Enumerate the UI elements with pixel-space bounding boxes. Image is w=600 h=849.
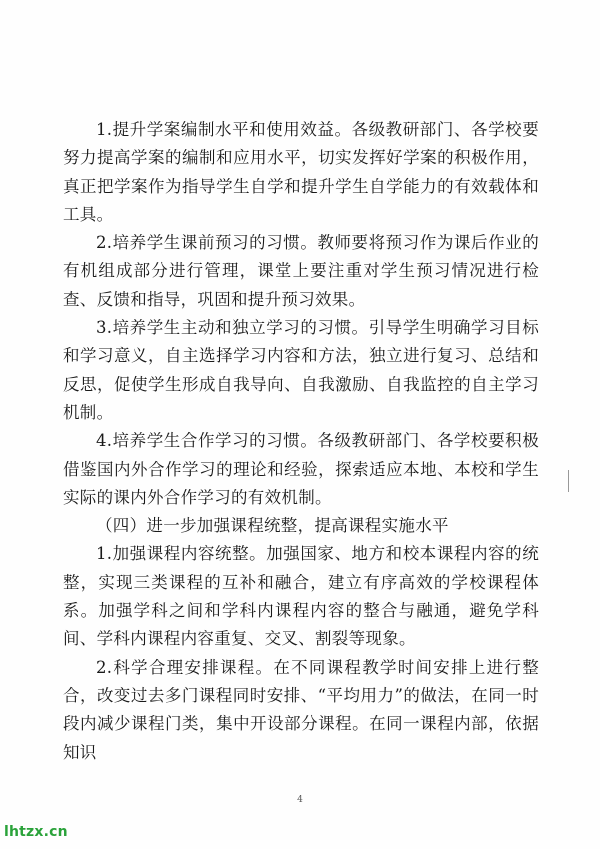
paragraph-course-scheduling: 2.科学合理安排课程。在不同课程教学时间安排上进行整合，改变过去多门课程同时安排、“平均用力”的做法，在同一时段内减少课程门类，集中开设部分课程。在同一课程内部，依据知识	[63, 657, 539, 762]
paragraph-independent-learning: 3.培养学生主动和独立学习的习惯。引导学生明确学习目标和学习意义，自主选择学习内容和方法，独立进行复习、总结和反思，促使学生形成自我导向、自我激励、自我监控的自主学习机制。	[63, 318, 539, 422]
scan-margin-mark	[568, 470, 569, 492]
document-body	[63, 116, 539, 767]
paragraph-curriculum-integration: 1.加强课程内容统整。加强国家、地方和校本课程内容的统整，实现三类课程的互补和融合，建立有序高效的学校课程体系。加强学科之间和学科内课程内容的整合与融通，避免学科间、学科内课程内容重复、交叉、割裂等现象。	[63, 544, 539, 649]
site-watermark: lhtzx.cn	[4, 824, 68, 840]
paragraph-preview-habit: 2.培养学生课前预习的习惯。教师要将预习作为课后作业的有机组成部分进行管理，课堂上要注重对学生预习情况进行检查、反馈和指导，巩固和提升预习效果。	[63, 233, 539, 309]
page-number: 4	[297, 795, 303, 805]
paragraph-improve-study-plan: 1.提升学案编制水平和使用效益。各级教研部门、各学校要努力提高学案的编制和应用水平，切实发挥好学案的积极作用，真正把学案作为指导学生自学和提升学生自学能力的有效载体和工具。	[63, 120, 539, 224]
section-heading-curriculum: （四）进一步加强课程统整，提高课程实施水平	[96, 516, 449, 536]
paragraph-cooperative-learning: 4.培养学生合作学习的习惯。各级教研部门、各学校要积极借鉴国内外合作学习的理论和经验，探索适应本地、本校和学生实际的课内外合作学习的有效机制。	[63, 431, 539, 507]
